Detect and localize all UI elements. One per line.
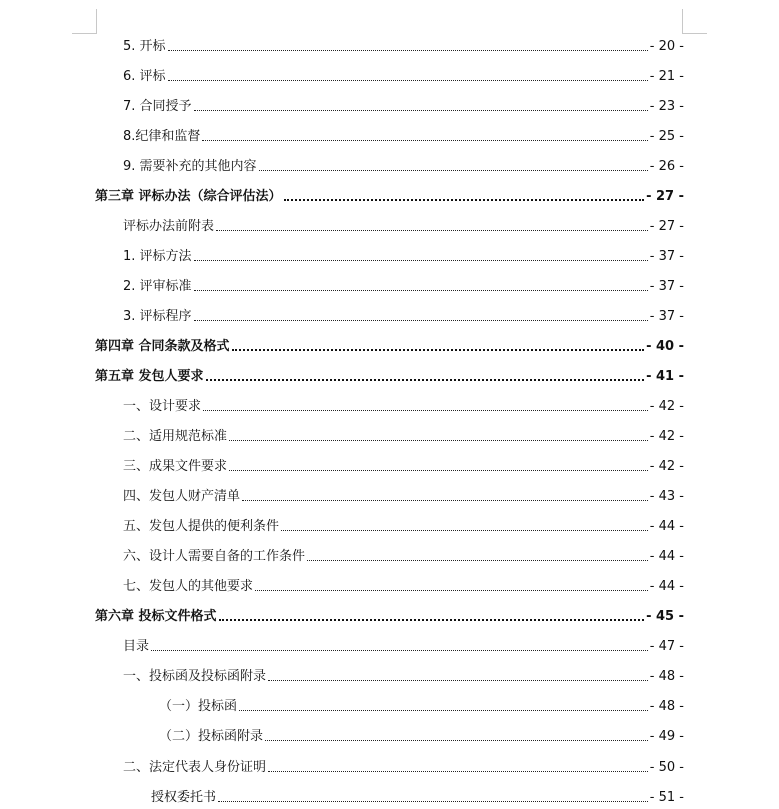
toc-entry-page: - 42 - (649, 459, 684, 474)
toc-entry-title: 七、发包人的其他要求 (123, 579, 254, 594)
toc-entry-title: 5. 开标 (123, 39, 166, 54)
toc-chapter-entry[interactable] (95, 605, 684, 625)
toc-entry[interactable] (123, 425, 684, 445)
toc-entry-title: （一）投标函 (159, 699, 238, 714)
toc-entry-page: - 51 - (649, 790, 684, 805)
toc-chapter-entry[interactable] (95, 365, 684, 385)
toc-entry-page: - 20 - (649, 39, 684, 54)
toc-entry-page: - 44 - (649, 519, 684, 534)
toc-entry-title: 授权委托书 (151, 790, 217, 805)
toc-entry-page: - 42 - (649, 399, 684, 414)
toc-entry[interactable] (123, 125, 684, 145)
toc-dot-leader (239, 710, 648, 711)
toc-dot-leader (194, 320, 648, 321)
toc-entry[interactable] (159, 725, 684, 745)
toc-entry-page: - 48 - (649, 699, 684, 714)
toc-entry-page: - 50 - (649, 760, 684, 775)
toc-dot-leader (265, 740, 648, 741)
toc-dot-leader (218, 801, 648, 802)
toc-entry-page: - 43 - (649, 489, 684, 504)
toc-entry[interactable] (123, 485, 684, 505)
toc-entry[interactable] (123, 215, 684, 235)
toc-entry-page: - 49 - (649, 729, 684, 744)
toc-entry[interactable] (123, 275, 684, 295)
toc-entry-title: 2. 评审标准 (123, 279, 192, 294)
toc-entry-title: 一、投标函及投标函附录 (123, 669, 267, 684)
toc-dot-leader (255, 590, 648, 591)
toc-entry-page: - 40 - (646, 339, 684, 354)
toc-entry[interactable] (123, 455, 684, 475)
toc-entry-title: 三、成果文件要求 (123, 459, 228, 474)
toc-entry-page: - 27 - (646, 189, 684, 204)
toc-dot-leader (194, 110, 648, 111)
toc-dot-leader (259, 170, 648, 171)
toc-dot-leader (268, 680, 648, 681)
toc-entry[interactable] (123, 245, 684, 265)
toc-entry-title: 六、设计人需要自备的工作条件 (123, 549, 306, 564)
toc-chapter-entry[interactable] (95, 185, 684, 205)
toc-entry[interactable] (123, 155, 684, 175)
toc-entry-page: - 42 - (649, 429, 684, 444)
toc-entry-title: 第五章 发包人要求 (95, 369, 204, 384)
toc-entry-page: - 44 - (649, 579, 684, 594)
toc-dot-leader (232, 349, 645, 351)
toc-entry-title: 二、法定代表人身份证明 (123, 760, 267, 775)
toc-dot-leader (229, 440, 648, 441)
toc-entry[interactable] (123, 35, 684, 55)
toc-dot-leader (203, 410, 648, 411)
toc-entry[interactable] (151, 786, 684, 806)
toc-entry-title: （二）投标函附录 (159, 729, 264, 744)
toc-entry-page: - 41 - (646, 369, 684, 384)
toc-entry-title: 五、发包人提供的便利条件 (123, 519, 280, 534)
toc-dot-leader (151, 650, 648, 651)
toc-entry[interactable] (123, 515, 684, 535)
toc-entry-title: 第六章 投标文件格式 (95, 609, 217, 624)
toc-entry-title: 评标办法前附表 (123, 219, 215, 234)
toc-entry-page: - 45 - (646, 609, 684, 624)
toc-entry-page: - 48 - (649, 669, 684, 684)
toc-entry[interactable] (123, 95, 684, 115)
toc-dot-leader (219, 619, 645, 621)
toc-dot-leader (168, 80, 648, 81)
toc-entry-title: 1. 评标方法 (123, 249, 192, 264)
toc-entry[interactable] (123, 545, 684, 565)
toc-entry-page: - 37 - (649, 249, 684, 264)
toc-entry-title: 9. 需要补充的其他内容 (123, 159, 257, 174)
toc-entry-page: - 44 - (649, 549, 684, 564)
toc-dot-leader (168, 50, 648, 51)
toc-entry-page: - 37 - (649, 309, 684, 324)
toc-entry-page: - 23 - (649, 99, 684, 114)
toc-entry-title: 四、发包人财产清单 (123, 489, 241, 504)
toc-entry-page: - 37 - (649, 279, 684, 294)
toc-entry[interactable] (123, 305, 684, 325)
toc-entry[interactable] (123, 665, 684, 685)
toc-dot-leader (202, 140, 647, 141)
toc-entry-page: - 47 - (649, 639, 684, 654)
toc-entry[interactable] (159, 695, 684, 715)
toc-dot-leader (206, 379, 645, 381)
toc-dot-leader (284, 199, 645, 201)
toc-entry-page: - 26 - (649, 159, 684, 174)
toc-entry[interactable] (123, 635, 684, 655)
toc-entry-title: 二、适用规范标准 (123, 429, 228, 444)
toc-entry[interactable] (123, 756, 684, 776)
toc-dot-leader (268, 771, 648, 772)
toc-dot-leader (281, 530, 648, 531)
toc-entry-title: 3. 评标程序 (123, 309, 192, 324)
toc-dot-leader (242, 500, 648, 501)
toc-entry-title: 6. 评标 (123, 69, 166, 84)
toc-entry-title: 8.纪律和监督 (123, 129, 201, 144)
toc-dot-leader (194, 260, 648, 261)
toc-entry-page: - 27 - (649, 219, 684, 234)
toc-dot-leader (194, 290, 648, 291)
toc-entry-page: - 21 - (649, 69, 684, 84)
toc-entry-page: - 25 - (649, 129, 684, 144)
toc-entry[interactable] (123, 575, 684, 595)
toc-entry-title: 第四章 合同条款及格式 (95, 339, 230, 354)
toc-entry[interactable] (123, 395, 684, 415)
toc-entry-title: 一、设计要求 (123, 399, 202, 414)
toc-entry-title: 7. 合同授予 (123, 99, 192, 114)
toc-dot-leader (229, 470, 648, 471)
toc-entry[interactable] (123, 65, 684, 85)
toc-entry-title: 目录 (123, 639, 150, 654)
toc-dot-leader (307, 560, 648, 561)
toc-chapter-entry[interactable] (95, 335, 684, 355)
toc-dot-leader (216, 230, 648, 231)
toc-entry-title: 第三章 评标办法（综合评估法） (95, 189, 282, 204)
